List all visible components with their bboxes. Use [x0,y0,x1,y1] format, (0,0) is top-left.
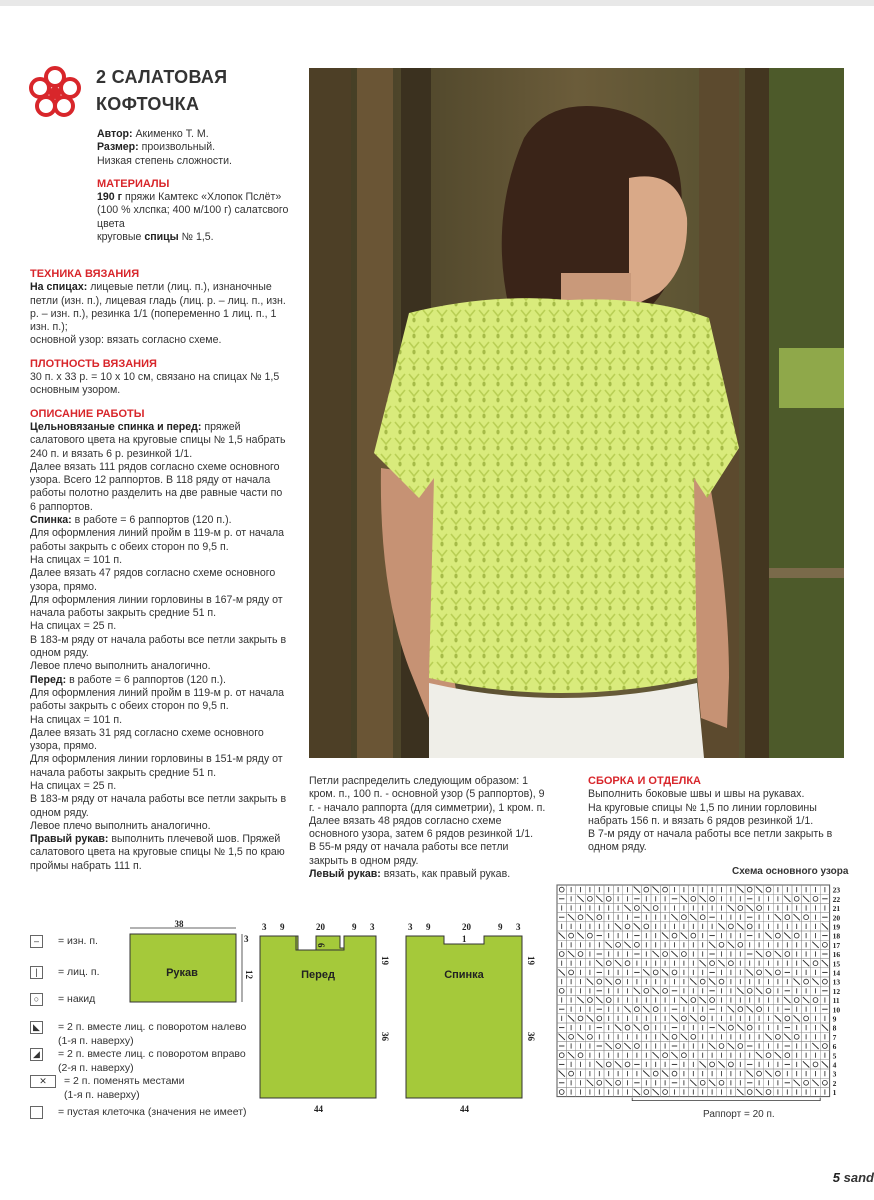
chart-row-number: 21 [832,904,841,914]
yarn-over-symbol-icon: ○ [30,993,43,1006]
chart-row-number: 13 [832,977,841,987]
rapport-label: Раппорт = 20 п. [703,1109,775,1120]
top-bar [0,0,874,6]
svg-text:3: 3 [516,922,521,932]
chart-row-number: 12 [832,986,841,996]
chart-title: Схема основного узора [732,866,849,877]
svg-text:3: 3 [370,922,375,932]
svg-text:9: 9 [352,922,357,932]
back-label: Спинка [444,969,484,981]
gauge-heading: ПЛОТНОСТЬ ВЯЗАНИЯ [30,357,157,370]
chart-row-number: 22 [832,894,841,904]
chart-row-number: 6 [832,1042,837,1052]
chart-row-number: 17 [832,940,841,950]
svg-text:44: 44 [314,1104,323,1114]
stitch-chart [555,883,855,1107]
svg-text:9: 9 [498,922,503,932]
chart-row-number: 18 [832,931,841,941]
chart-row-number: 3 [832,1069,837,1079]
k2tog-left-symbol-icon: ◣ [30,1021,43,1034]
article-title: 2 САЛАТОВАЯ КОФТОЧКА [96,67,228,114]
svg-text:9: 9 [426,922,431,932]
assembly-heading: СБОРКА И ОТДЕЛКА [588,775,701,787]
model-photo [309,68,844,758]
knit-symbol-icon: | [30,966,43,979]
page-number: 5 sand [832,1170,874,1185]
chart-row-number: 2 [832,1078,837,1088]
article-meta: Автор: Акименко Т. М. Размер: произвольный. Низкая степень сложности. МАТЕРИАЛЫ 190 г пряжи Камтекс «Хлопок Пслёт» (100 % хлспка; 400 м/100 г) салатсвого цвета круговые спицы № 1,5. [97,128,297,244]
chart-row-number: 15 [832,959,841,969]
back-schematic [402,918,542,1118]
cross-symbol-icon: ✕ [30,1075,56,1088]
chart-row-number: 14 [832,968,841,978]
chart-row-number: 4 [832,1060,837,1070]
front-schematic [256,918,396,1118]
chart-row-number: 10 [832,1005,841,1015]
description-heading: ОПИСАНИЕ РАБОТЫ [30,407,145,420]
chart-row-number: 19 [832,922,841,932]
svg-text:44: 44 [460,1104,469,1114]
sleeve-label: Рукав [166,967,198,979]
svg-text:3: 3 [244,934,249,944]
sleeve-schematic [124,918,254,1010]
svg-text:20: 20 [462,922,471,932]
chart-row-number: 5 [832,1051,837,1061]
assembly-column: СБОРКА И ОТДЕЛКА Выполнить боковые швы и швы на рукавах. На круговые спицы № 1,5 по линии горловины набрать 156 п. и вязать 6 рядов резинкой 1/1. В 7-м ряду от начала работы все петли закрыть в одном ряду. [588,775,844,855]
svg-text:19: 19 [526,956,536,965]
chart-row-number: 8 [832,1023,837,1033]
chart-row-number: 9 [832,1014,837,1024]
svg-text:38: 38 [174,919,184,929]
flower-logo-icon [28,66,82,120]
materials-heading: МАТЕРИАЛЫ [97,177,170,190]
svg-text:9: 9 [280,922,285,932]
k2tog-right-symbol-icon: ◢ [30,1048,43,1061]
svg-text:1: 1 [462,934,467,944]
rapport-bracket [632,1098,820,1101]
empty-cell-symbol-icon [30,1106,43,1119]
chart-row-number: 16 [832,950,841,960]
chart-row-number: 23 [832,885,841,895]
front-label: Перед [301,969,335,981]
svg-text:36: 36 [380,1032,390,1041]
middle-text-column: Петли распределить следующим образом: 1 кром. п., 100 п. - основной узор (5 раппортов), 9 г. - начало раппорта (для симметрии), 1 кром. п. Далее вязать 48 рядов согласно схеме основного узора, затем 6 рядов резинкой 1/1. В 55-м ряду от начала работы все петли закрыть в одном ряду. Левый рукав: вязать, как правый рукав. [309,775,546,881]
svg-text:20: 20 [316,922,325,932]
svg-text:12: 12 [244,970,254,979]
svg-text:6: 6 [316,943,326,948]
svg-text:19: 19 [380,956,390,965]
chart-row-number: 1 [832,1088,837,1098]
chart-row-number: 11 [832,996,840,1006]
chart-row-number: 20 [832,913,841,923]
svg-text:3: 3 [262,922,267,932]
svg-text:3: 3 [408,922,413,932]
technique-heading: ТЕХНИКА ВЯЗАНИЯ [30,268,140,280]
purl-symbol-icon: – [30,935,43,948]
main-text-column: ТЕХНИКА ВЯЗАНИЯ На спицах: лицевые петли (лиц. п.), изнаночные петли (изн. п.), лицевая гладь (лиц. р. – лиц. п., изн. р. – изн. п.), резинка 1/1 (попеременно 1 лиц. п., 1 изн. п.); основной узор: вязать согласно схеме. ПЛОТНОСТЬ ВЯЗАНИЯ 30 п. х 33 р. = 10 х 10 см, связано на спицах № 1,5 основным узором. ОПИСАНИЕ РАБОТЫ Цельновязаные спинка и перед: пряжей салатового цвета на круговые спицы № 1,5 набрать 240 п. и вязать 6 р. резинкой 1/1. Далее вязать 111 рядов согласно схеме основного узора. Всего 12 раппортов. В 118 ряду от начала работы полотно разделить на две равные части по 6 раппортов. Спинка: в работе = 6 раппортов (120 п.). Для оформления линий пройм в 119-м р. от начала работы закрыть с обеих сторон по 9,5 п. На спицах = 101 п. Далее вязать 47 рядов согласно схеме основного узора, прямо. Для оформления линии горловины в 167-м ряду от начала работы закрыть средние 51 п. На спицах = 25 п. В 183-м ряду от начала работы все петли закрыть в одном ряду. Левое плечо выполнить аналогично. Перед: в работе = 6 раппортов (120 п.). Для оформления линий пройм в 119-м р. от начала работы закрыть с обеих сторон по 9,5 п. На спицах = 101 п. Далее вязать 31 ряд согласно схеме основного узора, прямо. Для оформления линии горловины в 151-м ряду от начала работы закрыть средние 51 п. На спицах = 25 п. В 183-м ряду от начала работы все петли закрыть в одном ряду. Левое плечо выполнить аналогично. Правый рукав: выполнить плечевой шов. Пряжей салатового цвета на круговые спицы № 1,5 по краю проймы набрать 111 п. [30,258,290,873]
svg-text:36: 36 [526,1032,536,1041]
chart-row-number: 7 [832,1032,837,1042]
